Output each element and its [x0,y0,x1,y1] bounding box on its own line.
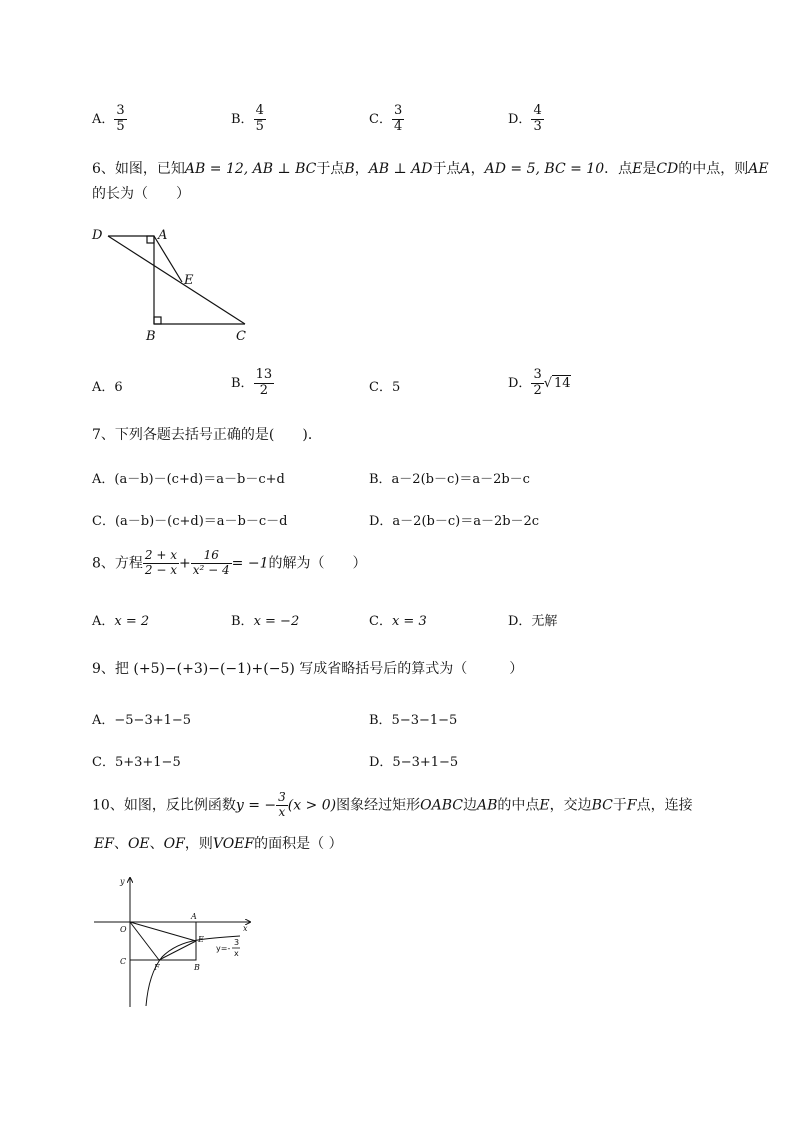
label-a: A [158,228,168,243]
fraction-2 [191,549,232,578]
q5-option-a [92,104,127,135]
text: 、 [113,836,128,852]
q9-option-c: C．5+3+1−5 [92,755,181,770]
label-x: x [243,924,248,933]
q8-option-d: D．无解 [508,614,558,629]
math: y = − [235,797,277,814]
text: 的解为（ ） [268,555,367,572]
q8-stem [92,549,366,578]
fraction [531,368,543,399]
text: 6、如图，已知 [92,161,185,177]
curve-label: y=- [216,944,231,953]
option-value: x = 2 [114,614,150,629]
math: (x > 0) [287,797,337,814]
math: B [344,161,355,177]
q8-option-a [92,610,149,629]
numerator: 3 [278,790,286,804]
q6-option-a [92,376,123,395]
expression: (+5)−(+3)−(−1)+(−5) [133,661,295,677]
curve-label-den: x [234,949,239,958]
option-value: x = −2 [253,614,300,629]
segment-of [130,922,159,960]
text: 图象经过矩形 [336,797,421,814]
option-value: x = 3 [391,614,427,629]
numerator: 4 [255,103,264,118]
segment-oe [130,922,196,941]
option-value: 5 [391,380,401,395]
fraction [392,104,404,135]
text: 是 [642,161,657,177]
text: ．点 [604,161,633,177]
label-c: C [120,957,127,966]
curve-label-num: 3 [234,938,240,947]
q7-option-c: C．(a－b)－(c+d)＝a－b－c－d [92,514,288,529]
option-label: C． [369,111,392,127]
right-angle-mark-a [147,236,154,243]
q8-option-c [369,610,427,629]
label-d: D [92,228,103,243]
math: E [632,161,643,177]
q9-option-d: D．5−3+1−5 [369,755,459,770]
fraction [531,104,543,135]
math: E [539,797,550,814]
math: OF [163,836,185,852]
option-label: A． [92,614,115,629]
math: OABC [420,797,463,814]
label-b: B [146,329,156,344]
text: 、 [149,836,164,852]
option-label: A． [92,380,115,395]
fraction [254,104,266,135]
operator: + [179,555,191,572]
q9-stem [92,658,523,678]
q10-figure [90,872,260,1012]
rectangle-oabc [130,922,196,960]
numerator: 2 + x [144,548,178,562]
q7-option-a: A．(a－b)－(c+d)＝a－b－c+d [92,472,285,487]
numerator: 16 [191,549,232,564]
option-label: A． [92,111,115,127]
label-a: A [191,912,197,921]
fraction [276,791,288,820]
math: = −1 [231,555,269,572]
segment-dc [108,236,245,324]
label-e: E [198,935,204,944]
q5-option-b [231,104,266,135]
text: ，交边 [549,797,592,814]
math: VOEF [212,836,255,852]
fraction [114,104,126,135]
numerator: 13 [255,367,273,382]
text: ， [470,161,485,177]
q10-stem-line2 [94,833,343,853]
text: ， [354,161,369,177]
q10-stem-line1 [92,791,693,820]
label-y: y [120,877,125,886]
text: 8、方程 [92,555,143,572]
denominator: 4 [393,118,403,134]
q7-stem: 7、下列各题去括号正确的是( )． [92,427,322,443]
q7-option-d: D．a－2(b－c)＝a－2b－2c [369,514,540,529]
denominator: 2 [259,382,268,398]
q9-option-b: B．5−3−1−5 [369,713,458,728]
fraction-1 [143,549,179,578]
math: CD [656,161,679,177]
option-label: B． [231,614,254,629]
denominator: 3 [533,118,542,134]
q6-stem-line2: 的长为（ ） [92,186,190,202]
q5-option-c [369,104,404,135]
q5-option-d [508,104,544,135]
denominator: 2 [533,382,542,398]
numerator: 3 [533,367,542,382]
q9-option-a: A．−5−3+1−5 [92,713,192,728]
option-label: C． [369,380,392,395]
math: AB = 12, AB ⊥ BC [184,161,317,177]
text: 于点 [432,161,461,177]
text: 10、如图，反比例函数 [92,797,236,814]
label-o: O [120,925,127,934]
option-label: C． [369,614,392,629]
q8-option-b [231,610,299,629]
denominator: x [278,804,286,819]
q6-option-c [369,376,400,395]
label-b: B [194,963,200,972]
denominator: 5 [255,118,264,134]
numerator: 3 [393,103,403,118]
q6-stem-line1 [92,158,769,178]
q7-option-b: B．a－2(b－c)＝a－2b－c [369,472,530,487]
math: F [626,797,637,814]
radicand: 14 [554,375,571,391]
option-label: D． [508,111,532,127]
text: 的中点，则 [678,161,749,177]
text: 点，连接 [636,797,693,814]
numerator: 3 [116,103,125,118]
text: 写成省略括号后的算式为（ ） [299,661,524,677]
option-label: B． [231,111,254,127]
q6-option-b [231,368,274,399]
segment-ef [159,941,196,960]
q6-option-d [508,368,571,399]
text: 9、把 [92,661,129,677]
denominator: x² − 4 [192,562,230,577]
label-e: E [184,273,194,288]
label-c: C [236,329,246,344]
math: AB [476,797,498,814]
math: BC [591,797,613,814]
numerator: 4 [533,103,542,118]
right-angle-mark-b [154,317,161,324]
text: 的面积是（ ） [254,836,343,852]
fraction [254,368,275,399]
text: 于点 [316,161,345,177]
math: AE [748,161,769,177]
math: AD = 5, BC = 10 [484,161,605,177]
text: 于 [612,797,627,814]
option-label: D． [508,375,532,391]
math: OE [127,836,150,852]
math: A [460,161,471,177]
denominator: 2 − x [144,562,178,577]
text: 的中点 [497,797,540,814]
math: EF [94,836,114,852]
label-f: F [154,963,160,972]
math: AB ⊥ AD [368,161,433,177]
sqrt-sign: √ [543,375,553,391]
q6-figure [86,222,256,347]
text: 边 [462,797,477,814]
denominator: 5 [116,118,125,134]
option-label: B． [231,375,254,391]
text: ，则 [184,836,213,852]
option-value: 6 [114,380,123,395]
